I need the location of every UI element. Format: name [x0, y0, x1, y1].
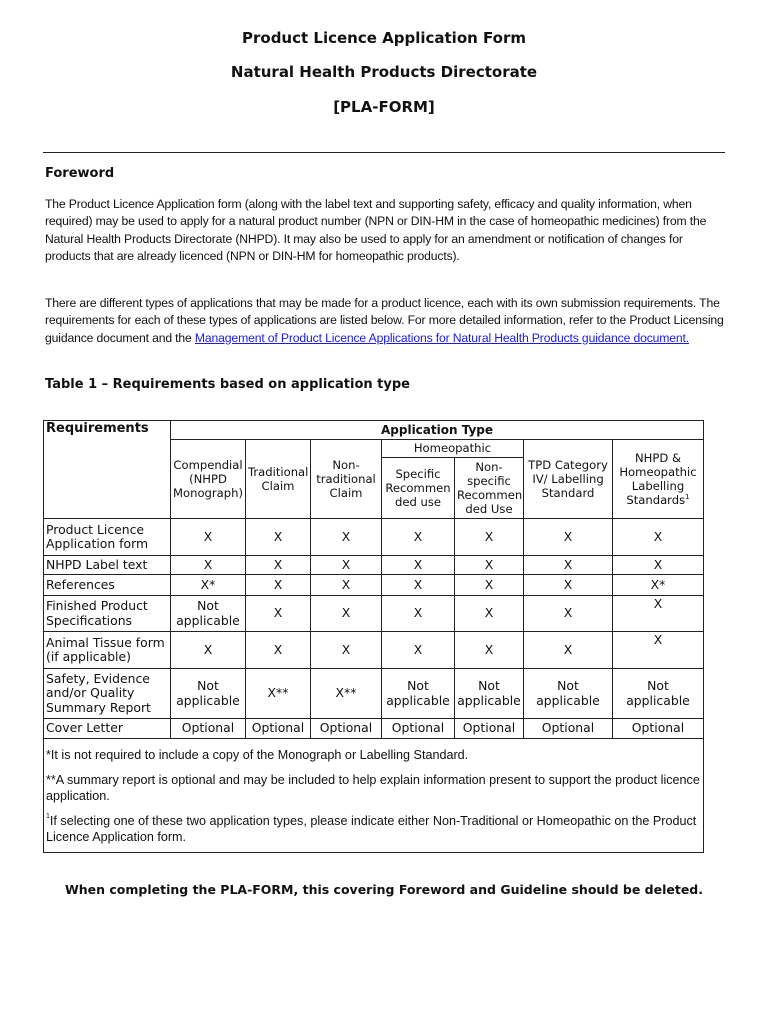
table-footnotes [44, 739, 704, 853]
requirements-header: Requirements [44, 421, 171, 519]
row-label: References [44, 575, 171, 596]
cell: X [311, 556, 382, 575]
header-divider [43, 152, 725, 153]
cell: X [382, 575, 455, 596]
cell: X [171, 556, 246, 575]
cell: X [382, 596, 455, 632]
cell: X [613, 519, 704, 556]
cell: Optional [311, 719, 382, 739]
footnote-2: **A summary report is optional and may be included to help explain information present to support the product licence application. [46, 772, 700, 803]
cell: Optional [382, 719, 455, 739]
table-caption: Table 1 – Requirements based on application type [45, 377, 410, 392]
table-row [44, 519, 704, 556]
cell: X [246, 519, 311, 556]
table-row [44, 596, 704, 632]
cell: X [455, 519, 524, 556]
cell: X [382, 556, 455, 575]
cell: X [455, 575, 524, 596]
cell: X [524, 556, 613, 575]
cell: X [455, 596, 524, 632]
cell: Not applicable [382, 669, 455, 719]
foreword-paragraph-2 [45, 295, 725, 347]
document-title: Product Licence Application Form [242, 29, 526, 47]
homeopathic-header: Homeopathic [382, 440, 524, 458]
document-subtitle: Natural Health Products Directorate [230, 63, 538, 81]
cell: Optional [455, 719, 524, 739]
cell: Optional [613, 719, 704, 739]
cell: Not applicable [171, 669, 246, 719]
row-label: Animal Tissue form (if applicable) [44, 632, 171, 669]
footnote-3-text: If selecting one of these two application types, please indicate either Non-Traditional or Homeopathic on the Product Licence Application form. [46, 813, 697, 844]
cell: X [524, 519, 613, 556]
cell: X [524, 575, 613, 596]
cell: X [613, 596, 704, 632]
nhpd-standards-label: NHPD & Homeopathic Labelling Standards [619, 450, 697, 508]
cell: X [246, 632, 311, 669]
cell: X [246, 596, 311, 632]
paragraph-2-text: There are different types of applications that may be made for a product licence, each with its own submission requirements. The requirements for each of these types of applications are listed below. For more detailed information, refer to the Product Licensing guidance document and the [45, 296, 724, 345]
guidance-document-link[interactable]: Management of Product Licence Applications for Natural Health Products guidance document. [194, 330, 690, 345]
table-row [44, 632, 704, 669]
footnote-3-marker: 1 [46, 812, 50, 820]
table-row [44, 719, 704, 739]
column-header-non-traditional: Non-traditional Claim [311, 440, 382, 519]
table-row [44, 556, 704, 575]
column-header-traditional: Traditional Claim [246, 440, 311, 519]
row-label: Cover Letter [44, 719, 171, 739]
foreword-heading: Foreword [45, 166, 115, 181]
cell: X [171, 519, 246, 556]
cell: X [246, 575, 311, 596]
foreword-paragraph-1: The Product Licence Application form (along with the label text and supporting safety, efficacy and quality information, when required) may be used to apply for a natural product number (NPN or DIN-HM in the case of homeopathic medicines) from the Natural Health Products Directorate (NHPD). It may also be used to apply for an amendment or notification of changes for products that are already licenced (NPN or DIN-HM for homeopathic products). [45, 197, 707, 263]
cell: X [613, 556, 704, 575]
column-header-nhpd-homeopathic-standards [613, 440, 704, 519]
application-type-header: Application Type [171, 421, 704, 440]
cell: Optional [246, 719, 311, 739]
cell: X [246, 556, 311, 575]
cell: X* [171, 575, 246, 596]
cell: X [524, 632, 613, 669]
row-label: NHPD Label text [44, 556, 171, 575]
cell: X [613, 632, 704, 669]
table-row [44, 669, 704, 719]
completion-instruction: When completing the PLA-FORM, this covering Foreword and Guideline should be deleted. [64, 882, 704, 897]
cell: X [311, 575, 382, 596]
cell: Not applicable [171, 596, 246, 632]
row-label: Safety, Evidence and/or Quality Summary Report [44, 669, 171, 719]
cell: Not applicable [613, 669, 704, 719]
cell: X [382, 519, 455, 556]
cell: X [171, 632, 246, 669]
footnote-marker: 1 [685, 493, 690, 502]
cell: X [382, 632, 455, 669]
cell: X [524, 596, 613, 632]
cell: Not applicable [524, 669, 613, 719]
column-header-non-specific-recommended: Non-specific Recommen ded Use [455, 458, 524, 519]
cell: X** [311, 669, 382, 719]
cell: X [311, 632, 382, 669]
cell: X [311, 596, 382, 632]
cell: Optional [524, 719, 613, 739]
requirements-table [43, 420, 704, 853]
footnote-3 [46, 813, 701, 845]
table-row [44, 575, 704, 596]
cell: Not applicable [455, 669, 524, 719]
row-label: Finished Product Specifications [44, 596, 171, 632]
footnote-1: *It is not required to include a copy of the Monograph or Labelling Standard. [46, 747, 469, 762]
column-header-specific-recommended: Specific Recommen ded use [382, 458, 455, 519]
cell: X** [246, 669, 311, 719]
row-label: Product Licence Application form [44, 519, 171, 556]
column-header-tpd-category: TPD Category IV/ Labelling Standard [524, 440, 613, 519]
column-header-compendial: Compendial (NHPD Monograph) [171, 440, 246, 519]
cell: Optional [171, 719, 246, 739]
cell: X [455, 632, 524, 669]
form-code: [PLA-FORM] [333, 98, 435, 116]
cell: X [455, 556, 524, 575]
cell: X [311, 519, 382, 556]
cell: X* [613, 575, 704, 596]
